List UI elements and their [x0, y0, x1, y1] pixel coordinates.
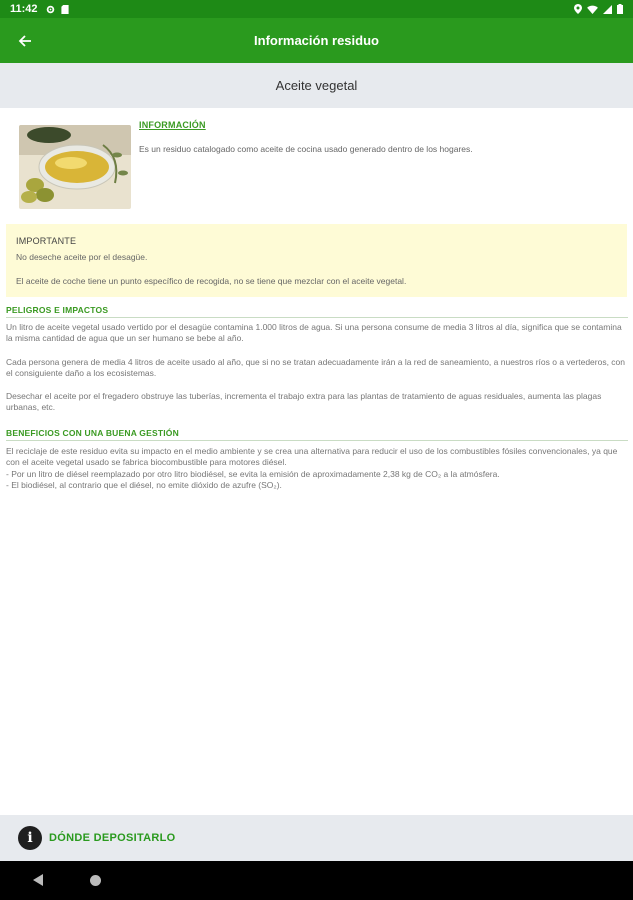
waste-name-header [0, 63, 633, 108]
oil-photo [19, 125, 131, 209]
important-line-1: No deseche aceite por el desagüe. [16, 252, 148, 262]
dangers-paragraph-3: Desechar el aceite por el fregadero obstruye las tuberías, incrementa el trabajo extra para las plantas de tratamiento de aguas residuales, aumenta las plagas urbanas, etc. [6, 391, 602, 412]
waste-name: Aceite vegetal [275, 78, 358, 93]
system-nav-bar [0, 861, 633, 900]
sim-icon [61, 5, 69, 14]
signal-icon [603, 5, 612, 14]
battery-icon [617, 4, 623, 14]
dangers-heading: PELIGROS E IMPACTOS [6, 305, 628, 318]
benefits-bullet-1: - Por un litro de diésel reemplazado por otro litro biodiésel, se evita la emisión de aproximadamente 2,38 kg de CO₂ a la atmósfera. [6, 469, 500, 479]
dangers-paragraph-1: Un litro de aceite vegetal usado vertido por el desagüe contamina 1.000 litros de agua. Si una persona consume de media 3 litros al día, significa que se contamina la misma cantidad de agua que un ser humano se bebe al año. [6, 322, 622, 343]
info-heading: INFORMACIÓN [139, 120, 206, 130]
where-to-deposit-button[interactable] [0, 815, 633, 861]
content [0, 108, 633, 490]
where-to-deposit-label: DÓNDE DEPOSITARLO [49, 832, 176, 844]
important-box [6, 224, 627, 297]
back-button[interactable] [0, 18, 50, 63]
location-icon [574, 4, 582, 14]
dangers-paragraph-2: Cada persona genera de media 4 litros de aceite usado al año, que si no se tratan adecuadamente irán a la red de saneamiento, a nuestros ríos o a vertederos, con el consiguiente daño a los ecosistemas. [6, 357, 626, 378]
gear-icon [46, 5, 55, 14]
page-title: Información residuo [254, 33, 379, 48]
important-title: IMPORTANTE [16, 236, 77, 246]
status-time: 11:42 [10, 3, 38, 15]
wifi-icon [587, 5, 598, 14]
benefits-heading: BENEFICIOS CON UNA BUENA GESTIÓN [6, 428, 628, 441]
info-text: Es un residuo catalogado como aceite de cocina usado generado dentro de los hogares. [139, 144, 473, 154]
arrow-left-icon [18, 34, 32, 48]
app-bar [0, 18, 633, 63]
info-section [0, 108, 633, 220]
status-bar [0, 0, 633, 18]
nav-home-icon[interactable] [90, 875, 101, 886]
important-line-2: El aceite de coche tiene un punto específico de recogida, no se tiene que mezclar con el aceite vegetal. [16, 276, 407, 286]
nav-back-icon[interactable] [33, 874, 43, 886]
benefits-bullet-2: - El biodiésel, al contrario que el diésel, no emite dióxido de azufre (SO₂). [6, 480, 282, 490]
info-icon: i [18, 826, 42, 850]
benefits-paragraph: El reciclaje de este residuo evita su impacto en el medio ambiente y se crea una alternativa para reducir el uso de los combustibles fósiles convencionales, ya que con el aceite vegetal usado se fabrica biocombustible para motores diésel. [6, 446, 618, 467]
